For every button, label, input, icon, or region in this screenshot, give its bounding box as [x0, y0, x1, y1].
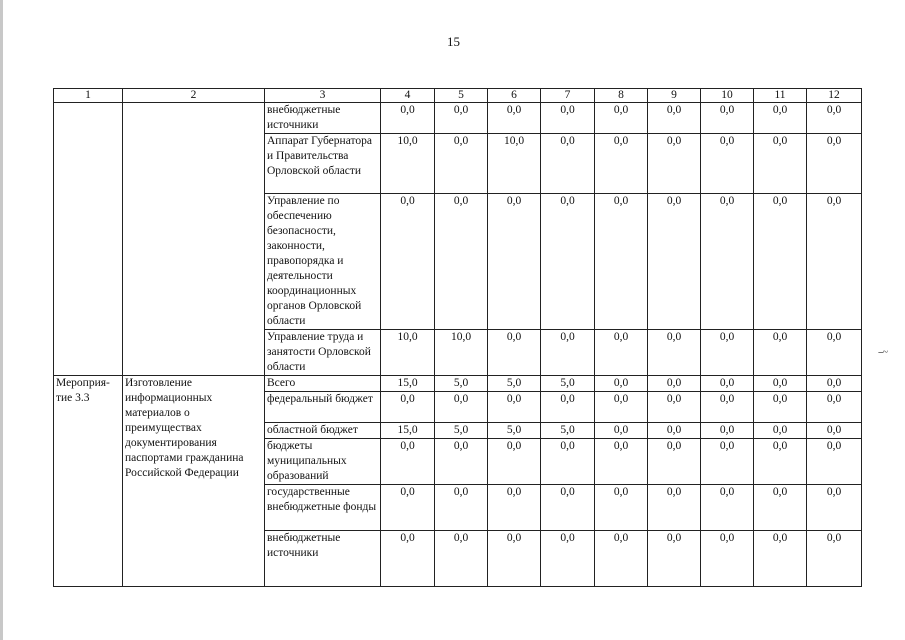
funding-source: внебюджетные источники — [265, 103, 381, 134]
value-cell: 0,0 — [807, 423, 862, 439]
page-number: 15 — [447, 34, 460, 49]
value-cell: 0,0 — [754, 330, 807, 376]
col-header: 12 — [807, 89, 862, 103]
value-cell: 5,0 — [488, 423, 541, 439]
value-cell: 0,0 — [648, 103, 701, 134]
funding-source: Управление по обеспечению безопасности, законности, правопорядка и деятельности координационных органов Орловской области — [265, 194, 381, 330]
empty-name-cell — [123, 103, 265, 376]
value-cell: 0,0 — [595, 376, 648, 392]
value-cell: 0,0 — [648, 423, 701, 439]
value-cell: 5,0 — [435, 376, 488, 392]
col-header: 10 — [701, 89, 754, 103]
value-cell: 0,0 — [701, 376, 754, 392]
value-cell: 0,0 — [807, 439, 862, 485]
value-cell: 0,0 — [435, 103, 488, 134]
table-row — [54, 103, 862, 134]
value-cell: 0,0 — [595, 392, 648, 423]
value-cell: 0,0 — [807, 134, 862, 194]
value-cell: 0,0 — [435, 531, 488, 587]
value-cell: 0,0 — [754, 531, 807, 587]
value-cell: 0,0 — [701, 392, 754, 423]
value-cell: 0,0 — [701, 330, 754, 376]
margin-mark: --~ — [878, 347, 888, 358]
value-cell: 0,0 — [435, 485, 488, 531]
value-cell: 0,0 — [701, 485, 754, 531]
value-cell: 0,0 — [381, 392, 435, 423]
value-cell: 0,0 — [754, 423, 807, 439]
event-code: Мероприя-тие 3.3 — [54, 376, 123, 587]
value-cell: 0,0 — [807, 103, 862, 134]
value-cell: 0,0 — [541, 194, 595, 330]
value-cell: 5,0 — [541, 376, 595, 392]
value-cell: 0,0 — [648, 134, 701, 194]
value-cell: 15,0 — [381, 423, 435, 439]
value-cell: 10,0 — [435, 330, 488, 376]
funding-source: внебюджетные источники — [265, 531, 381, 587]
value-cell: 0,0 — [541, 485, 595, 531]
budget-table — [53, 88, 862, 587]
value-cell: 5,0 — [435, 423, 488, 439]
value-cell: 0,0 — [488, 103, 541, 134]
col-header: 3 — [265, 89, 381, 103]
value-cell: 0,0 — [435, 194, 488, 330]
value-cell: 0,0 — [807, 330, 862, 376]
funding-source: областной бюджет — [265, 423, 381, 439]
value-cell: 0,0 — [701, 423, 754, 439]
col-header: 1 — [54, 89, 123, 103]
col-header: 2 — [123, 89, 265, 103]
col-header: 11 — [754, 89, 807, 103]
value-cell: 10,0 — [488, 134, 541, 194]
value-cell: 0,0 — [595, 134, 648, 194]
value-cell: 10,0 — [381, 330, 435, 376]
value-cell: 0,0 — [488, 531, 541, 587]
col-header: 6 — [488, 89, 541, 103]
value-cell: 0,0 — [595, 485, 648, 531]
value-cell: 0,0 — [701, 134, 754, 194]
value-cell: 0,0 — [701, 439, 754, 485]
funding-source: государственные внебюджетные фонды — [265, 485, 381, 531]
value-cell: 0,0 — [541, 103, 595, 134]
value-cell: 0,0 — [595, 103, 648, 134]
value-cell: 0,0 — [648, 485, 701, 531]
value-cell: 0,0 — [648, 531, 701, 587]
value-cell: 0,0 — [595, 531, 648, 587]
scan-edge — [0, 0, 3, 640]
value-cell: 10,0 — [381, 134, 435, 194]
value-cell: 0,0 — [807, 485, 862, 531]
value-cell: 0,0 — [541, 531, 595, 587]
value-cell: 0,0 — [488, 330, 541, 376]
funding-source: Аппарат Губернатора и Правительства Орловской области — [265, 134, 381, 194]
value-cell: 0,0 — [754, 194, 807, 330]
value-cell: 0,0 — [381, 439, 435, 485]
value-cell: 0,0 — [488, 392, 541, 423]
value-cell: 0,0 — [807, 392, 862, 423]
value-cell: 0,0 — [435, 439, 488, 485]
funding-source: Управление труда и занятости Орловской области — [265, 330, 381, 376]
value-cell: 0,0 — [381, 103, 435, 134]
value-cell: 0,0 — [648, 392, 701, 423]
funding-source: федеральный бюджет — [265, 392, 381, 423]
value-cell: 0,0 — [381, 531, 435, 587]
value-cell: 0,0 — [541, 392, 595, 423]
value-cell: 0,0 — [701, 103, 754, 134]
value-cell: 0,0 — [754, 103, 807, 134]
value-cell: 0,0 — [807, 531, 862, 587]
value-cell: 0,0 — [541, 330, 595, 376]
value-cell: 0,0 — [807, 194, 862, 330]
funding-source: Всего — [265, 376, 381, 392]
col-header: 9 — [648, 89, 701, 103]
funding-source: бюджеты муниципальных образований — [265, 439, 381, 485]
col-header: 8 — [595, 89, 648, 103]
value-cell: 0,0 — [648, 194, 701, 330]
value-cell: 0,0 — [754, 376, 807, 392]
value-cell: 0,0 — [648, 330, 701, 376]
value-cell: 0,0 — [595, 330, 648, 376]
value-cell: 0,0 — [435, 134, 488, 194]
col-header: 7 — [541, 89, 595, 103]
value-cell: 0,0 — [595, 423, 648, 439]
value-cell: 0,0 — [488, 485, 541, 531]
value-cell: 0,0 — [754, 392, 807, 423]
value-cell: 0,0 — [701, 531, 754, 587]
value-cell: 0,0 — [595, 439, 648, 485]
value-cell: 0,0 — [541, 134, 595, 194]
value-cell: 0,0 — [595, 194, 648, 330]
value-cell: 0,0 — [488, 439, 541, 485]
value-cell: 5,0 — [488, 376, 541, 392]
value-cell: 0,0 — [648, 376, 701, 392]
value-cell: 0,0 — [381, 194, 435, 330]
value-cell: 0,0 — [807, 376, 862, 392]
value-cell: 0,0 — [541, 439, 595, 485]
col-header: 5 — [435, 89, 488, 103]
value-cell: 0,0 — [488, 194, 541, 330]
value-cell: 0,0 — [754, 439, 807, 485]
value-cell: 0,0 — [754, 134, 807, 194]
value-cell: 0,0 — [381, 485, 435, 531]
value-cell: 5,0 — [541, 423, 595, 439]
event-name: Изготовление информационных материалов о преимуществах документирования паспортами гражданина Российской Федерации — [123, 376, 265, 587]
value-cell: 0,0 — [701, 194, 754, 330]
table-row — [54, 376, 862, 392]
value-cell: 0,0 — [435, 392, 488, 423]
value-cell: 0,0 — [754, 485, 807, 531]
value-cell: 0,0 — [648, 439, 701, 485]
header-row — [54, 89, 862, 103]
col-header: 4 — [381, 89, 435, 103]
empty-code-cell — [54, 103, 123, 376]
value-cell: 15,0 — [381, 376, 435, 392]
